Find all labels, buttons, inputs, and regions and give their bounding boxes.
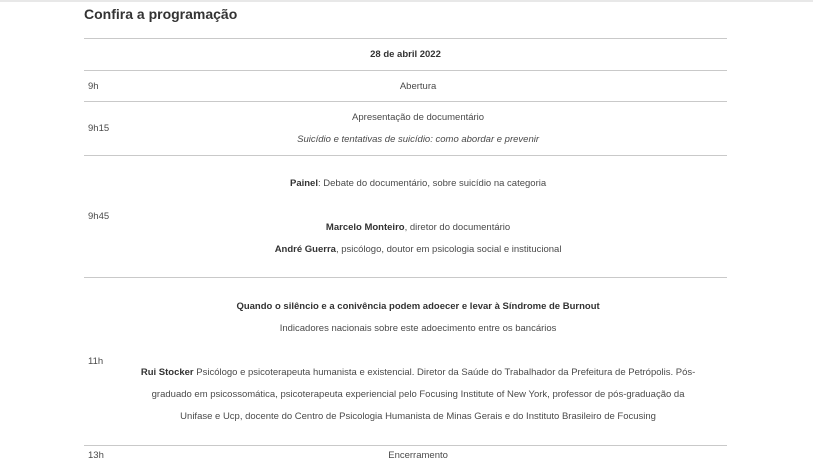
speaker-line bbox=[109, 239, 727, 261]
activity-cell bbox=[109, 156, 727, 278]
table-row bbox=[84, 71, 727, 102]
schedule-date-row bbox=[84, 39, 727, 71]
speaker-bio-line: graduado em psicossomática, psicoterapeuta experiencial pelo Focusing Institute of New York, professor de pós-graduação da bbox=[151, 388, 685, 400]
activity-cell bbox=[109, 278, 727, 446]
panel-label: Painel bbox=[290, 177, 318, 189]
activity-cell bbox=[109, 446, 727, 466]
documentary-title: Suicídio e tentativas de suicídio: como abordar e prevenir bbox=[297, 133, 539, 145]
page-heading: Confira a programação bbox=[84, 6, 238, 22]
speaker-line bbox=[109, 217, 727, 239]
table-row bbox=[84, 446, 727, 466]
schedule-table bbox=[84, 38, 727, 466]
table-row bbox=[84, 102, 727, 156]
time-cell: 9h45 bbox=[84, 156, 109, 278]
activity-title: Apresentação de documentário bbox=[352, 111, 485, 123]
talk-subtitle: Indicadores nacionais sobre este adoecimento entre os bancários bbox=[279, 322, 557, 334]
time-cell: 13h bbox=[84, 446, 109, 466]
speaker-bio bbox=[109, 362, 727, 428]
time-cell: 11h bbox=[84, 278, 109, 446]
table-row bbox=[84, 278, 727, 446]
speaker-bio-line: Unifase e Ucp, docente do Centro de Psicologia Humanista de Minas Gerais e do Instituto Brasileiro de Focusing bbox=[180, 410, 656, 422]
activity-title: Abertura bbox=[399, 80, 437, 92]
speaker-role: , diretor do documentário bbox=[404, 221, 511, 233]
speaker-bio-line: Psicólogo e psicoterapeuta humanista e existencial. Diretor da Saúde do Trabalhador da Prefeitura de Petrópolis. Pós- bbox=[193, 366, 696, 378]
speaker-name: Marcelo Monteiro bbox=[325, 221, 405, 233]
panel-text: : Debate do documentário, sobre suicídio na categoria bbox=[318, 177, 547, 189]
speaker-name: Rui Stocker bbox=[140, 366, 194, 378]
table-row bbox=[84, 156, 727, 278]
time-cell: 9h bbox=[84, 71, 109, 102]
top-divider bbox=[0, 0, 813, 2]
talk-title: Quando o silêncio e a conivência podem adoecer e levar à Síndrome de Burnout bbox=[236, 300, 600, 312]
schedule-date: 28 de abril 2022 bbox=[84, 39, 727, 71]
activity-cell bbox=[109, 102, 727, 156]
panel-line bbox=[109, 173, 727, 195]
activity-cell bbox=[109, 71, 727, 102]
speaker-role: , psicólogo, doutor em psicologia social e institucional bbox=[335, 243, 562, 255]
activity-title: Encerramento bbox=[388, 450, 448, 462]
time-cell: 9h15 bbox=[84, 102, 109, 156]
speaker-name: André Guerra bbox=[274, 243, 336, 255]
